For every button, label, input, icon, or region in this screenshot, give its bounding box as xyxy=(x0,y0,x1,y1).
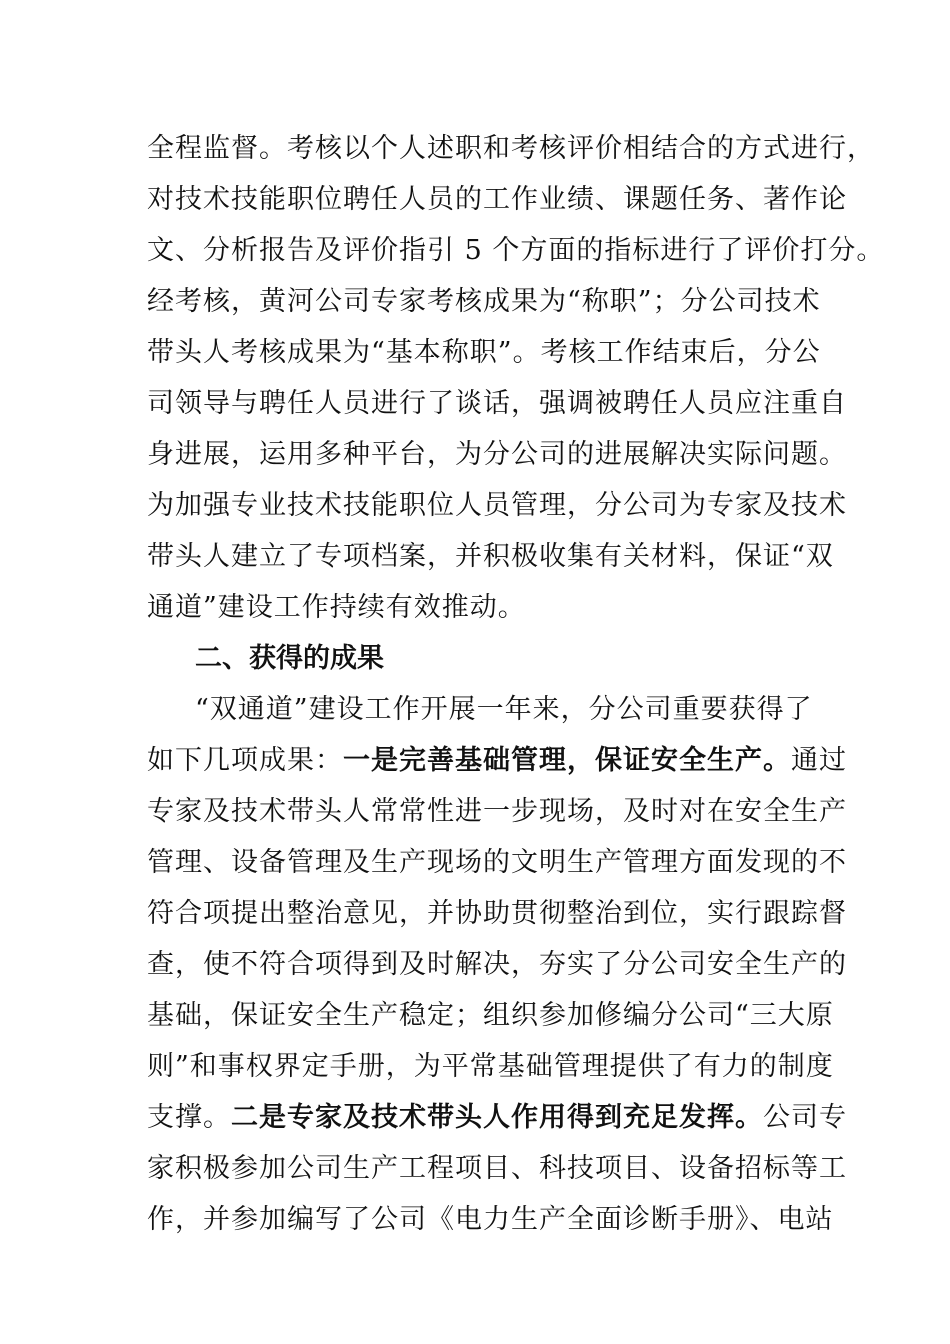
bold-point-two: 二是专家及技术带头人作用得到充足发挥。 xyxy=(231,1102,763,1133)
paragraph-line: 带头人建立了专项档案，并积极收集有关材料，保证“双 xyxy=(147,541,834,572)
paragraph-line xyxy=(147,743,847,779)
bold-point-one: 一是完善基础管理，保证安全生产。 xyxy=(343,745,791,776)
paragraph-line: 管理、设备管理及生产现场的文明生产管理方面发现的不 xyxy=(147,847,847,878)
paragraph-line: 带头人考核成果为“基本称职”。考核工作结束后，分公 xyxy=(147,337,821,368)
paragraph-line: 通道”建设工作持续有效推动。 xyxy=(147,592,526,623)
paragraph-line: 查，使不符合项得到及时解决，夯实了分公司安全生产的 xyxy=(147,949,847,980)
paragraph-line: 为加强专业技术技能职位人员管理，分公司为专家及技术 xyxy=(147,490,847,521)
section-heading: 二、获得的成果 xyxy=(195,643,384,674)
paragraph-line: 基础，保证安全生产稳定；组织参加修编分公司“三大原 xyxy=(147,1000,834,1031)
paragraph-line: 全程监督。考核以个人述职和考核评价相结合的方式进行， xyxy=(147,133,875,164)
paragraph-line xyxy=(147,1100,847,1136)
paragraph-line: 符合项提出整治意见，并协助贯彻整治到位，实行跟踪督 xyxy=(147,898,847,929)
paragraph-line: 则”和事权界定手册，为平常基础管理提供了有力的制度 xyxy=(147,1051,834,1082)
paragraph-line: 专家及技术带头人常常性进一步现场，及时对在安全生产 xyxy=(147,796,847,827)
paragraph-line: 作，并参加编写了公司《电力生产全面诊断手册》、电站 xyxy=(147,1204,834,1235)
line-text: 如下几项成果： xyxy=(147,745,343,776)
line-text: 通过 xyxy=(791,745,847,776)
paragraph-line: “双通道”建设工作开展一年来，分公司重要获得了 xyxy=(195,694,813,725)
paragraph-line: 对技术技能职位聘任人员的工作业绩、课题任务、著作论 xyxy=(147,184,847,215)
paragraph-line: 文、分析报告及评价指引 5 个方面的指标进行了评价打分。 xyxy=(147,235,885,266)
paragraph-line: 家积极参加公司生产工程项目、科技项目、设备招标等工 xyxy=(147,1153,847,1184)
line-text: 公司专 xyxy=(763,1102,847,1133)
paragraph-line: 身进展，运用多种平台，为分公司的进展解决实际问题。 xyxy=(147,439,847,470)
paragraph-line: 经考核，黄河公司专家考核成果为“称职”；分公司技术 xyxy=(147,286,821,317)
paragraph-line: 司领导与聘任人员进行了谈话，强调被聘任人员应注重自 xyxy=(147,388,847,419)
line-text: 支撑。 xyxy=(147,1102,231,1133)
